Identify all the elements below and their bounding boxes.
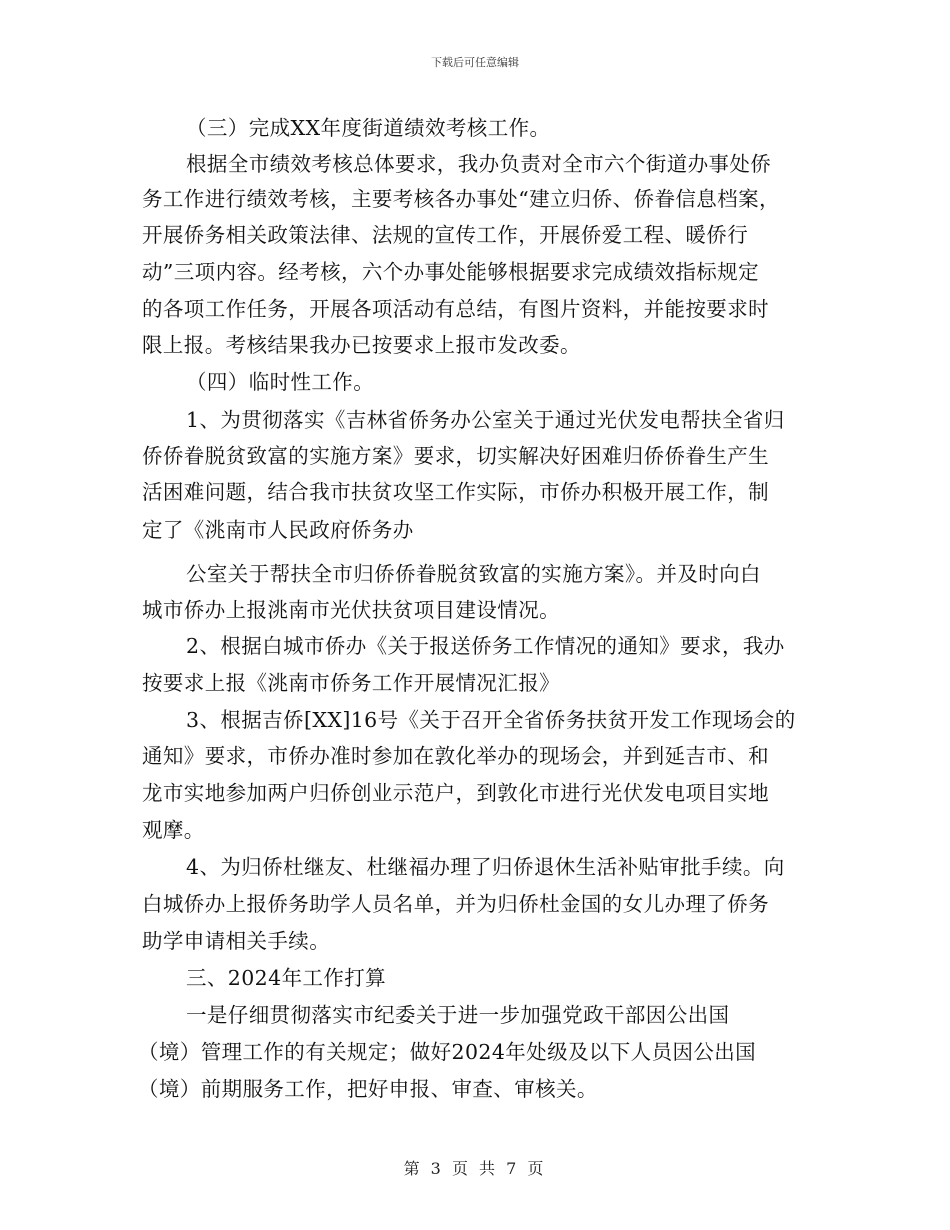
- page-number-footer: 第 3 页 共 7 页: [403, 1159, 547, 1178]
- paragraph-line: 根据全市绩效考核总体要求，我办负责对全市六个街道办事处侨: [186, 152, 772, 176]
- section-heading: （四）临时性工作。: [186, 370, 375, 394]
- paragraph-line: 白城侨办上报侨务助学人员名单，并为归侨杜金国的女儿办理了侨务: [142, 892, 769, 916]
- paragraph-line: 动”三项内容。经考核，六个办事处能够根据要求完成绩效指标规定: [142, 260, 759, 284]
- paragraph-line: （境）前期服务工作，把好申报、审查、审核关。: [138, 1077, 598, 1101]
- section-heading: （三）完成XX年度街道绩效考核工作。: [186, 116, 551, 140]
- paragraph-line: 2、根据白城市侨办《关于报送侨务工作情况的通知》要求，我办: [186, 634, 785, 658]
- paragraph-line: 开展侨务相关政策法律、法规的宣传工作，开展侨爱工程、暖侨行: [142, 223, 749, 247]
- paragraph-line: 活困难问题，结合我市扶贫攻坚工作实际，市侨办积极开展工作，制: [142, 480, 769, 504]
- paragraph-line: 城市侨办上报洮南市光伏扶贫项目建设情况。: [142, 598, 560, 622]
- paragraph-line: 定了《洮南市人民政府侨务办: [142, 518, 414, 542]
- paragraph-line: 助学申请相关手续。: [142, 929, 331, 953]
- page-header: 下载后可任意编辑: [431, 56, 519, 69]
- paragraph-line: 3、根据吉侨[XX]16号《关于召开全省侨务扶贫开发工作现场会的: [186, 708, 796, 732]
- paragraph-line: 按要求上报《洮南市侨务工作开展情况汇报》: [142, 671, 560, 695]
- paragraph-line: 侨侨眷脱贫致富的实施方案》要求，切实解决好困难归侨侨眷生产生: [142, 444, 769, 468]
- paragraph-line: 通知》要求，市侨办准时参加在敦化举办的现场会，并到延吉市、和: [142, 744, 769, 768]
- paragraph-line: 公室关于帮扶全市归侨侨眷脱贫致富的实施方案》。并及时向白: [186, 562, 761, 586]
- paragraph-line: 龙市实地参加两户归侨创业示范户，到敦化市进行光伏发电项目实地: [142, 781, 769, 805]
- paragraph-line: 的各项工作任务，开展各项活动有总结，有图片资料，并能按要求时: [142, 297, 769, 321]
- paragraph-line: 1、为贯彻落实《吉林省侨务办公室关于通过光伏发电帮扶全省归: [186, 408, 785, 432]
- paragraph-line: （境）管理工作的有关规定；做好2024年处级及以下人员因公出国: [138, 1040, 757, 1064]
- paragraph-line: 务工作进行绩效考核，主要考核各办事处“建立归侨、侨眷信息档案，: [142, 187, 780, 211]
- paragraph-line: 一是仔细贯彻落实市纪委关于进一步加强党政干部因公出国: [186, 1003, 730, 1027]
- paragraph-line: 4、为归侨杜继友、杜继福办理了归侨退休生活补贴审批手续。向: [186, 855, 785, 879]
- section-heading: 三、2024年工作打算: [186, 966, 387, 990]
- paragraph-line: 限上报。考核结果我办已按要求上报市发改委。: [142, 333, 581, 357]
- paragraph-line: 观摩。: [142, 818, 205, 842]
